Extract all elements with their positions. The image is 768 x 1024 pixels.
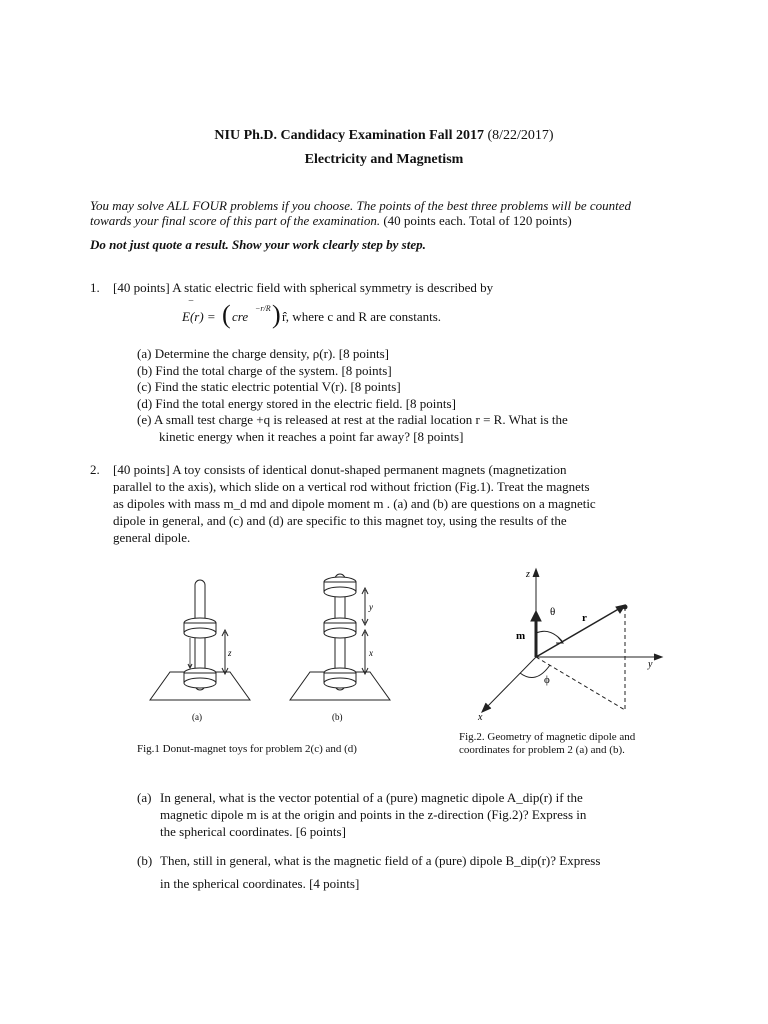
problem2-line: general dipole. (113, 530, 191, 545)
problem2-part-b-label: (b) (137, 853, 153, 868)
fig1-z-label: z (228, 648, 232, 658)
part-text: Find the total charge of the system. [8 points] (155, 362, 392, 378)
paren-open: ( (222, 300, 231, 329)
problem2-part-a-line: magnetic dipole m is at the origin and points in the z-direction (Fig.2)? Express in (160, 807, 587, 822)
problem2-part-a-line: In general, what is the vector potential of a (pure) magnetic dipole A_dip(r) if the (160, 790, 583, 805)
problem2-line: as dipoles with mass m_d md and dipole moment m . (a) and (b) are questions on a magnetic (113, 496, 596, 511)
fig2-dipole-geometry (470, 565, 670, 725)
problem2-part-a (160, 789, 680, 840)
problem2-part-a-line: the spherical coordinates. [6 points] (160, 824, 346, 839)
exam-subject: Electricity and Magnetism (304, 152, 464, 167)
part-label: (e) (137, 412, 152, 427)
fig1-toy-b (290, 574, 390, 700)
fig2-theta-arc (536, 631, 562, 641)
problem2-part-a-label: (a) (137, 790, 152, 805)
exam-date: (8/22/2017) (487, 128, 554, 143)
formula-core: cre (232, 309, 249, 324)
problem2-line: parallel to the axis), which slide on a vertical rod without friction (Fig.1). Treat the magnets (113, 479, 590, 494)
exam-title-main: NIU Ph.D. Candidacy Examination Fall 2017 (214, 128, 484, 143)
problem2-number: 2. (90, 462, 100, 477)
part-text: Find the total energy stored in the electric field. [8 points] (155, 395, 456, 411)
formula-tail: r̂, where c and R are constants. (282, 309, 442, 324)
fig2-m-label: m (516, 630, 526, 642)
vector-bar: ‾ (189, 299, 193, 313)
fig1-donut-magnet-toys (140, 560, 400, 730)
part-text: kinetic energy when it reaches a point far away? [8 points] (159, 428, 464, 444)
instructions-line2-italic: towards your final score of this part of the examination. (90, 213, 381, 228)
fig2-y-label: y (648, 659, 653, 670)
problem2-line: dipole in general, and (c) and (d) are specific to this magnet toy, using the results of the (113, 513, 567, 528)
fig2-phi-label: ϕ (544, 674, 550, 686)
instructions-line2-rest: (40 points each. Total of 120 points) (380, 213, 572, 228)
problem1-number: 1. (90, 280, 100, 295)
fig1-toy-a (150, 580, 250, 700)
fig1-caption: Fig.1 Donut-magnet toys for problem 2(c) and (d) (137, 743, 357, 755)
part-text: Find the static electric potential V(r). [8 points] (154, 379, 401, 394)
fig2-caption-1: Fig.2. Geometry of magnetic dipole and (459, 731, 636, 743)
part-text: A small test charge +q is released at rest at the radial location r = R. What is the (153, 412, 568, 427)
problem1-part-e-cont (137, 429, 677, 446)
problem1-part-b (137, 363, 677, 380)
problem1-part-d (137, 396, 677, 413)
fig2-theta-label: θ (550, 606, 556, 618)
instructions-line1: You may solve ALL FOUR problems if you choose. The points of the best three problems will be counted (90, 198, 632, 213)
fig1-x-label: x (369, 648, 373, 658)
paren-close: ) (272, 300, 281, 329)
part-label: (b) (137, 362, 153, 378)
problem1-parts (137, 346, 677, 445)
fig2-z-label: z (526, 569, 530, 580)
problem1-formula (182, 300, 502, 334)
problem2-line: [40 points] A toy consists of identical donut-shaped permanent magnets (magnetization (113, 462, 567, 477)
part-label: (c) (137, 379, 152, 394)
fig2-x-axis (484, 657, 536, 710)
fig1-y-label: y (369, 602, 373, 612)
fig1-b-label: (b) (332, 712, 343, 722)
problem2-body (113, 461, 673, 546)
problem1-part-a (137, 346, 677, 363)
part-text: Determine the charge density, ρ(r). [8 points] (154, 346, 389, 361)
fig1-a-label: (a) (192, 712, 202, 722)
fig2-x-label: x (478, 712, 483, 723)
fig2-caption-2: coordinates for problem 2 (a) and (b). (459, 744, 625, 756)
exam-title (0, 128, 768, 144)
fig2-r-label: r (582, 612, 587, 624)
problem2-part-b-line: in the spherical coordinates. [4 points] (160, 876, 360, 891)
problem2-part-b-line: Then, still in general, what is the magnetic field of a (pure) dipole B_dip(r)? Express (160, 853, 601, 868)
formula-exp: −r/R (255, 304, 271, 313)
instructions-bold-note: Do not just quote a result. Show your work clearly step by step. (90, 237, 426, 252)
problem1-intro: [40 points] A static electric field with spherical symmetry is described by (113, 280, 494, 295)
part-label: (a) (137, 346, 152, 361)
problem1-part-e (137, 412, 677, 429)
problem2-part-b (160, 852, 680, 892)
part-label: (d) (137, 395, 153, 411)
formula-lhs: E(r) = (182, 309, 216, 324)
instructions-line2 (90, 212, 572, 229)
problem1-part-c (137, 379, 677, 396)
